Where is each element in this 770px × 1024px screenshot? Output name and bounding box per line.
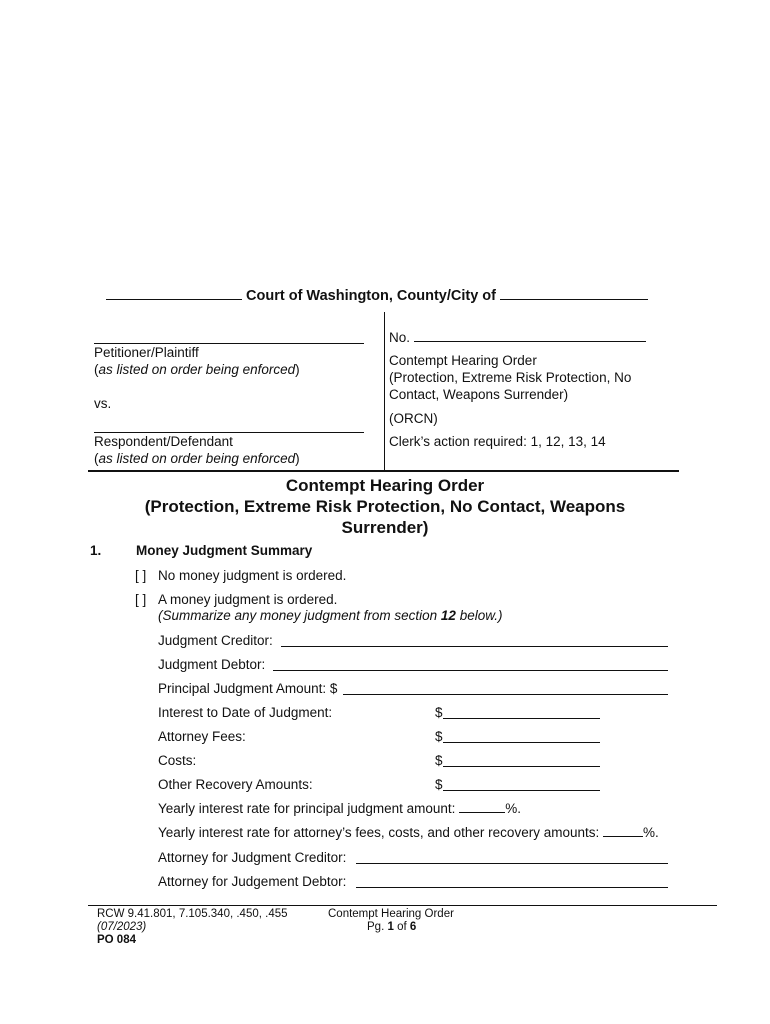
- summary-note-pre: Summarize any money judgment from section: [162, 608, 438, 623]
- clerk-action: Clerk’s action required: 1, 12, 13, 14: [389, 434, 606, 449]
- footer-date: (07/2023): [97, 921, 147, 933]
- document-title: [0, 475, 770, 538]
- caption-bottom-rule: [88, 470, 679, 472]
- interest-dollar: $: [435, 705, 443, 720]
- court-name-blank: [106, 288, 242, 300]
- footer-pg-current: 1: [387, 921, 394, 933]
- footer-rcw: RCW 9.41.801, 7.105.340, .450, .455: [97, 908, 288, 920]
- footer-doc-title: Contempt Hearing Order: [328, 908, 454, 920]
- rate-principal: [158, 801, 521, 816]
- checkbox-judgment-ordered[interactable]: [ ]: [135, 592, 147, 607]
- court-heading: [106, 288, 648, 304]
- rate-principal-field[interactable]: [459, 801, 505, 813]
- other-recovery-dollar: $: [435, 777, 443, 792]
- rate-fees-label: Yearly interest rate for attorney’s fees, costs, and other recovery amounts:: [158, 825, 600, 840]
- costs-label: Costs:: [158, 753, 197, 768]
- caption-doc-subtitle-1: (Protection, Extreme Risk Protection, No: [389, 370, 632, 385]
- case-number: [389, 330, 646, 345]
- costs-dollar: $: [435, 753, 443, 768]
- versus-label: vs.: [94, 396, 112, 411]
- footer-form-number: PO 084: [97, 934, 136, 946]
- costs-field[interactable]: [443, 766, 600, 767]
- respondent-note-text: as listed on order being enforced: [98, 451, 296, 466]
- rate-fees-percent: %.: [643, 825, 659, 840]
- attorney-fees-field[interactable]: [443, 742, 600, 743]
- orcn-code: (ORCN): [389, 411, 438, 426]
- court-heading-text: Court of Washington, County/City of: [246, 288, 496, 304]
- summary-note-post: below.: [459, 608, 498, 623]
- footer-pg-of: of: [397, 921, 407, 933]
- rate-principal-label: Yearly interest rate for principal judgment amount:: [158, 801, 456, 816]
- attorney-debtor-label: Attorney for Judgement Debtor:: [158, 874, 347, 889]
- case-number-blank: [414, 330, 646, 342]
- section-1-heading: Money Judgment Summary: [136, 543, 313, 558]
- summary-note-section: 12: [440, 608, 456, 623]
- principal-amount-label: Principal Judgment Amount: $: [158, 681, 338, 696]
- rate-fees: [158, 825, 659, 840]
- checkbox-no-judgment[interactable]: [ ]: [135, 568, 147, 583]
- footer-pg-total: 6: [409, 921, 417, 933]
- title-line-1: Contempt Hearing Order: [285, 476, 485, 495]
- caption-doc-subtitle-2: Contact, Weapons Surrender): [389, 387, 569, 402]
- attorney-fees-dollar: $: [435, 729, 443, 744]
- case-number-label: No.: [389, 330, 411, 345]
- attorney-debtor-field[interactable]: [356, 887, 668, 888]
- judgment-debtor-field[interactable]: [273, 670, 668, 671]
- caption-divider: [384, 312, 385, 471]
- rate-principal-percent: %.: [505, 801, 521, 816]
- attorney-fees-label: Attorney Fees:: [158, 729, 246, 744]
- option-no-judgment: No money judgment is ordered.: [158, 568, 347, 583]
- title-line-2: (Protection, Extreme Risk Protection, No Contact, Weapons: [144, 497, 626, 516]
- option-judgment-ordered: A money judgment is ordered.: [158, 592, 338, 607]
- other-recovery-field[interactable]: [443, 790, 600, 791]
- petitioner-label: Petitioner/Plaintiff: [94, 345, 199, 360]
- interest-field[interactable]: [443, 718, 600, 719]
- attorney-creditor-label: Attorney for Judgment Creditor:: [158, 850, 347, 865]
- title-line-3: Surrender): [341, 518, 429, 537]
- respondent-label: Respondent/Defendant: [94, 434, 233, 449]
- footer-page-number: [367, 921, 416, 934]
- other-recovery-label: Other Recovery Amounts:: [158, 777, 313, 792]
- summary-note: (Summarize any money judgment from section 12 below.): [158, 608, 503, 623]
- judgment-creditor-field[interactable]: [281, 646, 668, 647]
- principal-amount-field[interactable]: [343, 694, 668, 695]
- respondent-note: (as listed on order being enforced): [94, 451, 300, 466]
- caption-doc-title: Contempt Hearing Order: [389, 353, 537, 368]
- rate-fees-field[interactable]: [603, 825, 643, 837]
- section-1-number: 1.: [90, 543, 102, 558]
- county-city-blank: [500, 288, 648, 300]
- petitioner-note: (as listed on order being enforced): [94, 362, 300, 377]
- attorney-creditor-field[interactable]: [356, 863, 668, 864]
- judgment-debtor-label: Judgment Debtor:: [158, 657, 266, 672]
- judgment-creditor-label: Judgment Creditor:: [158, 633, 273, 648]
- interest-label: Interest to Date of Judgment:: [158, 705, 333, 720]
- footer-pg-label: Pg.: [367, 921, 385, 933]
- petitioner-note-text: as listed on order being enforced: [98, 362, 296, 377]
- footer-rule: [88, 905, 717, 906]
